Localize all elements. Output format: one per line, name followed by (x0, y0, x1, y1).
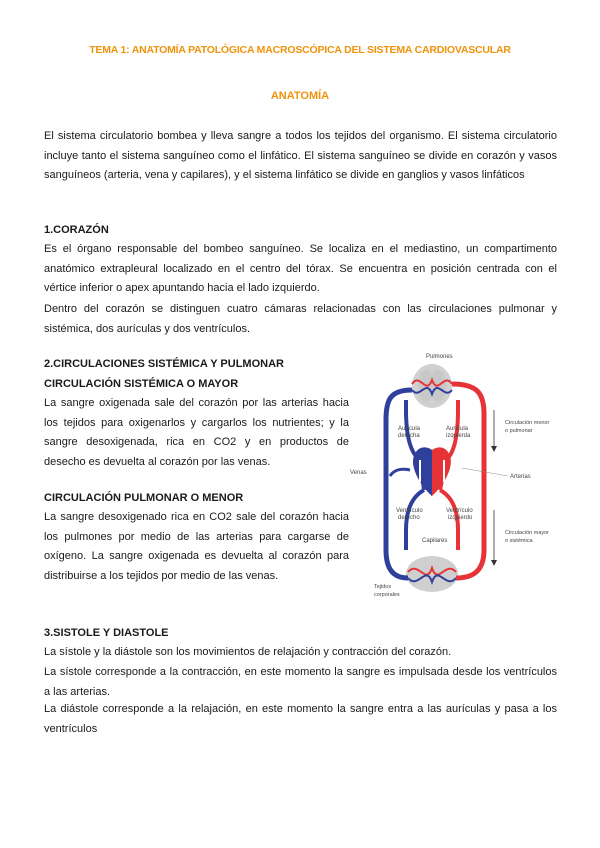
label-ventriculo-derecho-2: derecho (398, 515, 420, 521)
label-auricula-izquierda-1: Aurícula (446, 426, 469, 432)
heading-sistole-diastole: 3.SISTOLE Y DIASTOLE (44, 627, 169, 639)
tissues-icon (406, 556, 458, 592)
heading-circulacion-pulmonar: CIRCULACIÓN PULMONAR O MENOR (44, 492, 244, 504)
label-tejidos-2: corporales (374, 592, 400, 598)
label-venas: Venas (350, 470, 367, 476)
sistemica-paragraph: La sangre oxigenada sale del corazón por las arterias hacia los tejidos para oxigenarlos y cargarlos los nutrientes; y la sangre desoxigenada, rica en CO2 y en productos de desecho es devuelta al corazón por las venas. (44, 397, 349, 468)
heart-icon (413, 447, 451, 496)
intro-paragraph: El sistema circulatorio bombea y lleva sangre a todos los tejidos del organismo. El sistema circulatorio incluye tanto el sistema sanguíneo como el linfático. El sistema sanguíneo se divide en corazón y vasos sanguíneos (arteria, vena y capilares), y el sistema linfático se divide en ganglios y vasos linfáticos (44, 130, 557, 181)
document-title: TEMA 1: ANATOMÍA PATOLÓGICA MACROSCÓPICA DEL SISTEMA CARDIOVASCULAR (89, 44, 511, 56)
label-ventriculo-izquierdo-2: izquierdo (448, 515, 473, 521)
label-tejidos-1: Tejidos (374, 584, 392, 590)
heading-corazon: 1.CORAZÓN (44, 224, 109, 236)
diastole-paragraph: La diástole corresponde a la relajación, en este momento la sangre entra a las aurículas y pasa a los ventrículos (44, 703, 557, 735)
label-circ-menor-2: o pulmonar (505, 428, 533, 434)
label-circ-mayor-1: Circulación mayor (505, 530, 550, 536)
pulmonar-paragraph: La sangre desoxigenado rica en CO2 sale del corazón hacia los pulmones por medio de las arterias para cargarse de oxígeno. La sangre oxigenada es devuelta al corazón para distribuirse a los tejidos por medio de las venas. (44, 511, 349, 582)
label-ventriculo-derecho-1: Ventrículo (396, 508, 423, 514)
label-circ-menor-1: Circulación menor (505, 420, 550, 426)
label-circ-mayor-2: o sistémica (505, 538, 533, 544)
label-capilares: Capilares (422, 538, 448, 544)
lungs-icon (412, 364, 452, 408)
corazon-paragraph-2: Dentro del corazón se distinguen cuatro cámaras relacionadas con las circulaciones pulmonar y sistémica, dos aurículas y dos ventrículos. (44, 303, 557, 335)
circulation-diagram (350, 350, 555, 602)
sistole-paragraph-1: La sístole y la diástole son los movimientos de relajación y contracción del corazón. (44, 646, 452, 658)
corazon-paragraph-1: Es el órgano responsable del bombeo sanguíneo. Se localiza en el mediastino, un compartimento anatómico extrapleural localizado en el centro del tórax. Se encuentra en posición centrada con el vértice inferior o apex apuntando hacia el lado izquierdo. (44, 243, 557, 294)
heading-circulaciones: 2.CIRCULACIONES SISTÉMICA Y PULMONAR (44, 358, 284, 370)
section-title-anatomia: ANATOMÍA (270, 90, 330, 102)
label-arterias: Arterias (510, 474, 531, 480)
label-ventriculo-izquierdo-1: Ventrículo (446, 508, 473, 514)
label-auricula-izquierda-2: izquierda (446, 433, 471, 439)
label-auricula-derecha-1: Aurícula (398, 426, 421, 432)
heading-circulacion-sistemica: CIRCULACIÓN SISTÉMICA O MAYOR (44, 378, 239, 390)
sistole-paragraph-2: La sístole corresponde a la contracción, en este momento la sangre es impulsada desde los ventrículos a las arterias. (44, 666, 557, 698)
label-pulmones: Pulmones (426, 354, 453, 360)
label-auricula-derecha-2: derecha (398, 433, 420, 439)
